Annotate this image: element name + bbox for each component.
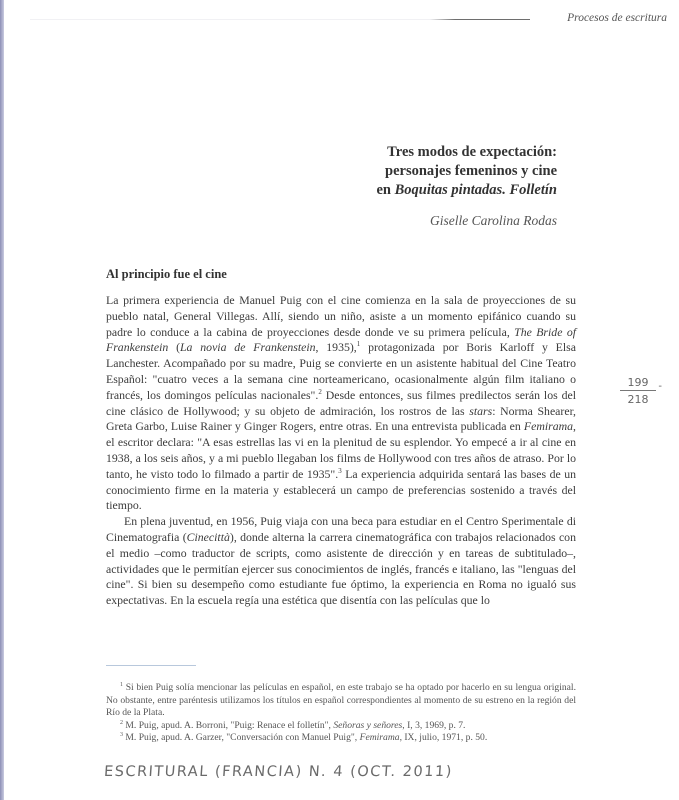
footnote-1 — [106, 682, 576, 720]
body-text — [106, 293, 576, 609]
text-run: ( — [168, 340, 180, 355]
footnote-number: 1 — [120, 681, 123, 688]
footnote-rule — [106, 665, 196, 666]
footnote-ref-3: 3 — [338, 466, 342, 475]
magazine-title: Femirama — [523, 419, 574, 434]
margin-page-end: 218 — [627, 393, 649, 406]
text-run: : Norma Shearer, Greta Garbo, Luise Rainer y Ginger Rogers, entre otras. En una entrevista publicada en — [106, 403, 576, 434]
footnote-number: 2 — [120, 719, 123, 726]
section-heading: Al principio fue el cine — [106, 267, 227, 281]
margin-page-start: 199 — [620, 376, 656, 391]
footnote-ref-2: 2 — [318, 387, 322, 396]
text-run: ), donde alterna la carrera cinematográfica con trabajos relacionados con el medio –como traductor de scripts, como asistente de dirección y en tareas de subtitulado–, actividades que le permitían ejercer sus conocimientos de inglés, francés e italiano, las "lenguas del cine". Si bien su desempeño como estudiante fue óptimo, la experiencia en Roma no igualó sus expectativas. En la escuela regía una estética que disentía con las películas que lo — [106, 529, 576, 608]
text-run: La experiencia adquirida sentará las bases de un conocimiento firme en la materia y establecerá un campo de preferencias sostenido a través del tiempo. — [106, 466, 577, 513]
footnote-2 — [106, 720, 576, 733]
text-run: Desde entonces, sus filmes predilectos serán los del cine clásico de Hollywood; y su objeto de admiración, los rostros de las — [106, 387, 576, 418]
margin-page-range — [620, 376, 662, 406]
text-run: En plena juventud, en 1956, Puig viaja con una beca para estudiar en el Centro Sperimentale di Cinematografia ( — [106, 514, 576, 544]
footnote-italic: Señoras y señores — [333, 719, 403, 731]
running-head: Procesos de escritura — [567, 12, 667, 24]
scan-edge — [0, 0, 4, 800]
header-rule — [30, 19, 530, 20]
title-line-3 — [237, 181, 557, 200]
article-title — [237, 143, 557, 200]
film-title-spanish: La novia de Frankenstein — [180, 340, 316, 355]
footnote-text: M. Puig, apud. A. Borroni, "Puig: Renace el folletín", — [123, 719, 334, 731]
footnote-number: 3 — [120, 732, 123, 739]
italic-term: Cinecittà — [186, 529, 230, 544]
title-line-3-prefix: en — [376, 182, 395, 198]
footnote-text: M. Puig, apud. A. Garzer, "Conversación con Manuel Puig", — [123, 732, 360, 744]
footnote-text: Si bien Puig solía mencionar las películas en español, en este trabajo se ha optado por hacerlo en su lengua original. No obstante, entre paréntesis utilizamos los títulos en español correspondientes al momento de su estreno en la región del Río de la Plata. — [106, 682, 576, 719]
footnote-ref-1: 1 — [356, 340, 361, 349]
text-run: La primera experiencia de Manuel Puig con el cine comienza en la sala de proyecciones de su pueblo natal, General Villegas. Allí, siendo un niño, asiste a un momento epifánico cuando su padre lo conduce a la cabina de proyecciones desde donde ve su primera película, — [106, 293, 576, 339]
footnote-text: , IX, julio, 1971, p. 50. — [399, 732, 488, 744]
text-run: , 1935), — [315, 340, 357, 355]
article-author: Giselle Carolina Rodas — [430, 213, 557, 228]
title-line-2: personajes femeninos y cine — [385, 163, 557, 179]
title-line-3-italic: Boquitas pintadas. Folletín — [394, 182, 557, 198]
italic-term: stars — [469, 403, 493, 418]
footnote-3 — [106, 732, 576, 745]
film-title: The Bride of Frankenstein — [106, 324, 576, 355]
footnote-italic: Femirama — [359, 732, 400, 744]
text-run: , el escritor declara: "A esas estrellas las vi en la plenitud de su esplendor. Yo empecé a ir al cine en 1938, a los seis años, y a mi pueblo llegaban los films de Hollywood con tres años de atraso. Por lo tanto, he visto todo lo filmado a partir de 1935". — [106, 419, 576, 481]
margin-dash: - — [658, 381, 662, 392]
footnotes — [106, 682, 576, 745]
text-run: protagonizada por Boris Karloff y Elsa Lanchester. Acompañado por su madre, Puig se convierte en un asistente habitual del Cine Teatro Español: "cuatro veces a la semana cine norteamericano, ocasionalmente algún film italiano o francés, los domingos películas nacionales". — [106, 340, 576, 402]
paragraph-1 — [106, 293, 576, 514]
footnote-text: , I, 3, 1969, p. 7. — [402, 719, 466, 731]
title-line-1: Tres modos de expectación: — [387, 144, 557, 160]
handwritten-source-note: ESCRITURAL (FRANCIA) N. 4 (OCT. 2011) — [103, 764, 454, 780]
paragraph-2 — [106, 514, 576, 609]
